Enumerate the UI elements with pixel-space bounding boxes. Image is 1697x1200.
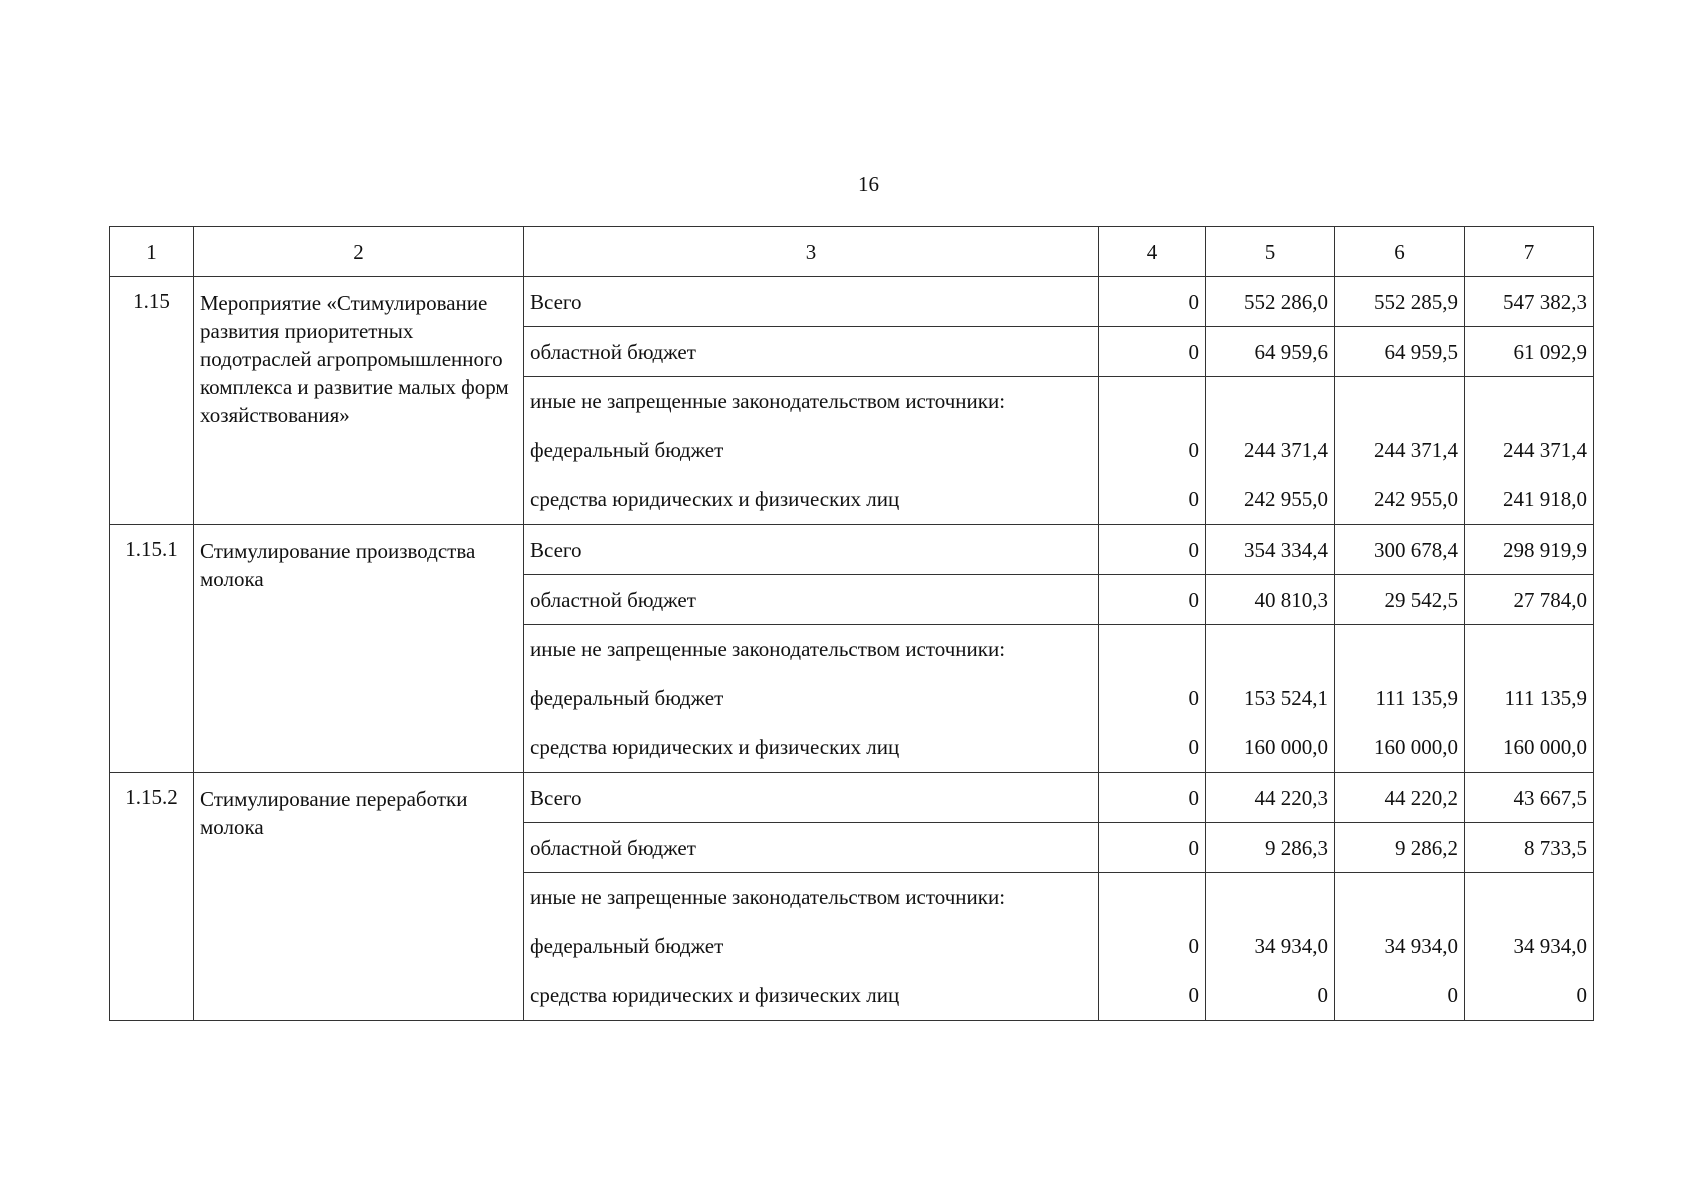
sources-labels — [524, 873, 1099, 1021]
row-label: областной бюджет — [524, 823, 1099, 873]
value-cell: 547 382,3 — [1465, 277, 1594, 327]
value-cell: 160 000,0 — [1503, 735, 1587, 759]
value-cell: 0 — [1188, 735, 1199, 759]
row-label: иные не запрещенные законодательством источники: — [530, 637, 1006, 661]
value-cell: 354 334,4 — [1206, 525, 1335, 575]
value-cell: 111 135,9 — [1375, 686, 1458, 710]
value-cell: 242 955,0 — [1244, 487, 1328, 511]
measure-code: 1.15.2 — [110, 773, 194, 1021]
header-cell: 6 — [1335, 227, 1465, 277]
row-label: средства юридических и физических лиц — [530, 983, 900, 1007]
value-cell: 241 918,0 — [1503, 487, 1587, 511]
row-label: областной бюджет — [524, 575, 1099, 625]
value-cell: 552 285,9 — [1335, 277, 1465, 327]
sources-values — [1465, 377, 1594, 525]
sources-values — [1335, 625, 1465, 773]
value-cell: 8 733,5 — [1465, 823, 1594, 873]
page-number: 16 — [858, 172, 879, 196]
header-row — [110, 227, 1594, 277]
value-cell: 153 524,1 — [1244, 686, 1328, 710]
row-label: Всего — [524, 277, 1099, 327]
value-cell: 244 371,4 — [1374, 438, 1458, 462]
sources-labels — [524, 377, 1099, 525]
value-cell: 61 092,9 — [1465, 327, 1594, 377]
row-label: иные не запрещенные законодательством источники: — [530, 389, 1006, 413]
value-cell: 27 784,0 — [1465, 575, 1594, 625]
sources-values — [1206, 377, 1335, 525]
value-cell: 44 220,2 — [1335, 773, 1465, 823]
row-label: федеральный бюджет — [530, 438, 724, 462]
header-cell: 1 — [110, 227, 194, 277]
value-cell: 0 — [1188, 686, 1199, 710]
sources-values — [1465, 625, 1594, 773]
value-cell: 111 135,9 — [1504, 686, 1587, 710]
value-cell: 34 934,0 — [1254, 934, 1328, 958]
value-cell: 34 934,0 — [1384, 934, 1458, 958]
row-label: областной бюджет — [524, 327, 1099, 377]
sources-values — [1335, 377, 1465, 525]
value-cell: 34 934,0 — [1513, 934, 1587, 958]
measure-name: Стимулирование производства молока — [194, 525, 524, 773]
value-cell: 242 955,0 — [1374, 487, 1458, 511]
value-cell: 64 959,6 — [1206, 327, 1335, 377]
value-cell: 9 286,2 — [1335, 823, 1465, 873]
table-row — [110, 277, 1594, 327]
header-cell: 5 — [1206, 227, 1335, 277]
budget-table — [109, 226, 1594, 1021]
value-cell: 0 — [1099, 525, 1206, 575]
row-label: федеральный бюджет — [530, 934, 724, 958]
value-cell: 160 000,0 — [1374, 735, 1458, 759]
value-cell: 0 — [1099, 575, 1206, 625]
row-label: средства юридических и физических лиц — [530, 735, 900, 759]
sources-values — [1335, 873, 1465, 1021]
value-cell: 0 — [1099, 277, 1206, 327]
sources-values — [1465, 873, 1594, 1021]
table-row — [110, 773, 1594, 823]
row-label: Всего — [524, 773, 1099, 823]
sources-values — [1099, 377, 1206, 525]
row-label: Всего — [524, 525, 1099, 575]
value-cell: 300 678,4 — [1335, 525, 1465, 575]
header-cell: 7 — [1465, 227, 1594, 277]
value-cell: 64 959,5 — [1335, 327, 1465, 377]
sources-values — [1206, 625, 1335, 773]
header-cell: 4 — [1099, 227, 1206, 277]
value-cell: 43 667,5 — [1465, 773, 1594, 823]
measure-name: Мероприятие «Стимулирование развития приоритетных подотраслей агропромышленного комплекса и развитие малых форм хозяйствования» — [194, 277, 524, 525]
value-cell: 552 286,0 — [1206, 277, 1335, 327]
sources-values — [1099, 625, 1206, 773]
value-cell: 40 810,3 — [1206, 575, 1335, 625]
value-cell: 244 371,4 — [1503, 438, 1587, 462]
value-cell: 0 — [1188, 487, 1199, 511]
value-cell: 0 — [1099, 823, 1206, 873]
header-cell: 3 — [524, 227, 1099, 277]
measure-code: 1.15 — [110, 277, 194, 525]
value-cell: 244 371,4 — [1244, 438, 1328, 462]
value-cell: 0 — [1447, 983, 1458, 1007]
row-label: федеральный бюджет — [530, 686, 724, 710]
value-cell: 0 — [1576, 983, 1587, 1007]
value-cell: 0 — [1317, 983, 1328, 1007]
value-cell: 0 — [1099, 773, 1206, 823]
row-label: иные не запрещенные законодательством источники: — [530, 885, 1006, 909]
value-cell: 0 — [1188, 983, 1199, 1007]
value-cell: 9 286,3 — [1206, 823, 1335, 873]
header-cell: 2 — [194, 227, 524, 277]
value-cell: 0 — [1099, 327, 1206, 377]
value-cell: 160 000,0 — [1244, 735, 1328, 759]
sources-labels — [524, 625, 1099, 773]
sources-values — [1099, 873, 1206, 1021]
measure-name: Стимулирование переработки молока — [194, 773, 524, 1021]
value-cell: 0 — [1188, 934, 1199, 958]
value-cell: 29 542,5 — [1335, 575, 1465, 625]
value-cell: 0 — [1188, 438, 1199, 462]
table-row — [110, 525, 1594, 575]
value-cell: 44 220,3 — [1206, 773, 1335, 823]
row-label: средства юридических и физических лиц — [530, 487, 900, 511]
sources-values — [1206, 873, 1335, 1021]
measure-code: 1.15.1 — [110, 525, 194, 773]
value-cell: 298 919,9 — [1465, 525, 1594, 575]
